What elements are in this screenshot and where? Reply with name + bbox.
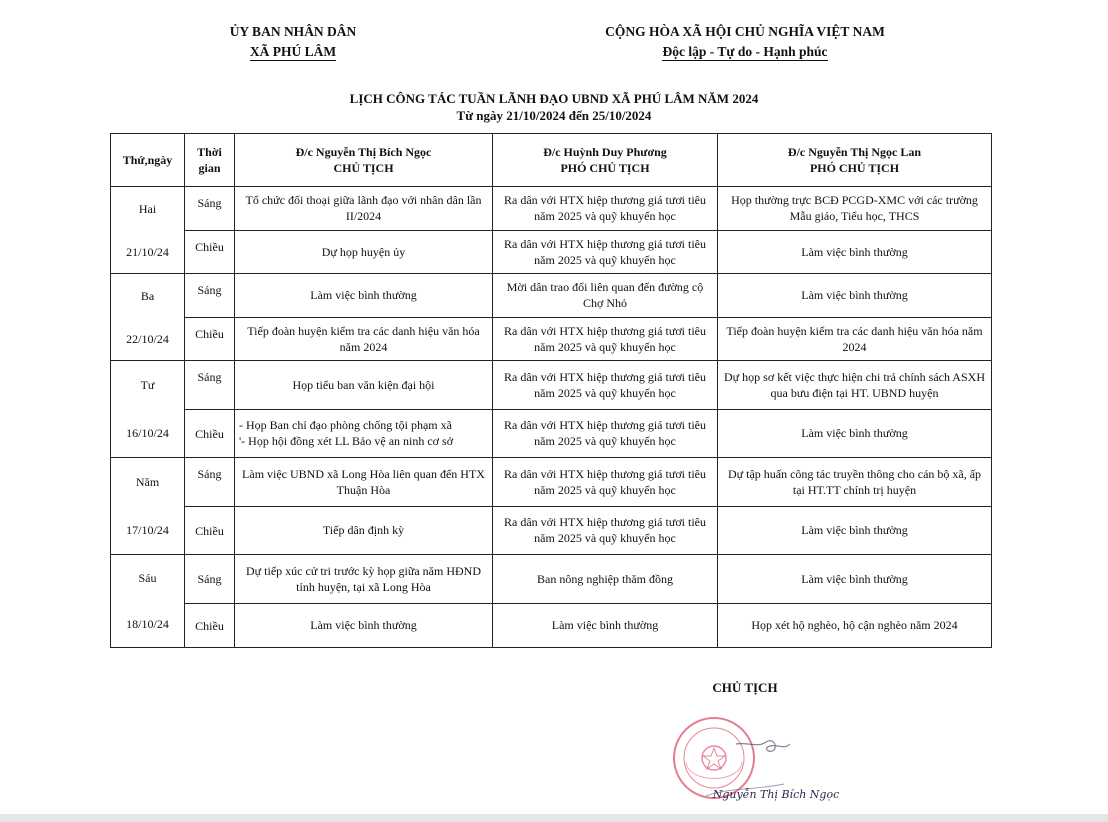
task-cell: Làm việc bình thường [718, 555, 992, 604]
task-cell: Làm việc bình thường [718, 230, 992, 274]
table-row [111, 187, 992, 231]
title-sub: Từ ngày 21/10/2024 đến 25/10/2024 [456, 108, 652, 123]
authority-line2: XÃ PHÚ LÂM [249, 44, 337, 59]
task-cell: Ra dân với HTX hiệp thương giá tươi tiêu năm 2025 và quỹ khuyến học [493, 230, 718, 274]
day-cell: Tư 16/10/24 [111, 361, 185, 458]
task-cell: Họp xét hộ nghèo, hộ cận nghèo năm 2024 [718, 603, 992, 647]
task-cell: Dự họp huyện ủy [235, 230, 493, 274]
header-col2: Đ/c Huỳnh Duy Phương PHÓ CHỦ TỊCH [493, 134, 718, 187]
task-cell: Ban nông nghiệp thăm đồng [493, 555, 718, 604]
country-name: CỘNG HÒA XÃ HỘI CHỦ NGHĨA VIỆT NAM [605, 24, 885, 39]
session-cell: Chiều [185, 409, 235, 458]
day-cell: Ba 22/10/24 [111, 274, 185, 361]
task-cell: Tổ chức đối thoại giữa lãnh đạo với nhân dân lần II/2024 [235, 187, 493, 231]
session-cell: Sáng [185, 187, 235, 231]
header-col3: Đ/c Nguyễn Thị Ngọc Lan PHÓ CHỦ TỊCH [718, 134, 992, 187]
header-day: Thứ,ngày [111, 134, 185, 187]
task-cell: Ra dân với HTX hiệp thương giá tươi tiêu năm 2025 và quỹ khuyến học [493, 187, 718, 231]
task-cell: Dự tiếp xúc cử tri trước kỳ họp giữa năm HĐND tỉnh huyện, tại xã Long Hòa [235, 555, 493, 604]
task-cell: Làm việc bình thường [718, 274, 992, 318]
session-cell: Chiều [185, 603, 235, 647]
issuing-authority [218, 22, 368, 62]
session-cell: Sáng [185, 361, 235, 410]
table-row [111, 230, 992, 274]
header-col1: Đ/c Nguyễn Thị Bích Ngọc CHỦ TỊCH [235, 134, 493, 187]
task-cell: Làm việc bình thường [718, 409, 992, 458]
table-row [111, 506, 992, 555]
task-cell: Dự họp sơ kết việc thực hiện chi trả chính sách ASXH qua bưu điện tại HT. UBND huyện [718, 361, 992, 410]
task-cell: Họp thường trực BCĐ PCGD-XMC với các trường Mẫu giáo, Tiểu học, THCS [718, 187, 992, 231]
task-cell: Làm việc UBND xã Long Hòa liên quan đến HTX Thuận Hòa [235, 458, 493, 507]
signature-block [640, 680, 850, 696]
table-row [111, 317, 992, 361]
task-cell: Làm việc bình thường [718, 506, 992, 555]
session-cell: Sáng [185, 555, 235, 604]
task-cell: Ra dân với HTX hiệp thương giá tươi tiêu năm 2025 và quỹ khuyến học [493, 458, 718, 507]
table-row [111, 274, 992, 318]
task-cell: - Họp Ban chỉ đạo phòng chống tội phạm xã '- Họp hội đồng xét LL Bảo vệ an ninh cơ sở [235, 409, 493, 458]
table-row [111, 361, 992, 410]
session-cell: Sáng [185, 458, 235, 507]
national-motto [575, 22, 915, 62]
table-row [111, 555, 992, 604]
task-cell: Tiếp đoàn huyện kiểm tra các danh hiệu văn hóa năm 2024 [718, 317, 992, 361]
task-cell: Họp tiểu ban văn kiện đại hội [235, 361, 493, 410]
task-cell: Dự tập huấn công tác truyền thông cho cán bộ xã, ấp tại HT.TT chính trị huyện [718, 458, 992, 507]
schedule-table [110, 133, 992, 648]
session-cell: Chiều [185, 317, 235, 361]
task-cell: Tiếp đoàn huyện kiểm tra các danh hiệu văn hóa năm 2024 [235, 317, 493, 361]
session-cell: Chiều [185, 230, 235, 274]
task-cell: Làm việc bình thường [235, 274, 493, 318]
table-row [111, 458, 992, 507]
task-cell: Ra dân với HTX hiệp thương giá tươi tiêu năm 2025 và quỹ khuyến học [493, 317, 718, 361]
task-cell: Ra dân với HTX hiệp thương giá tươi tiêu năm 2025 và quỹ khuyến học [493, 506, 718, 555]
authority-line1: ỦY BAN NHÂN DÂN [229, 24, 357, 39]
signer-name: Nguyễn Thị Bích Ngọc [712, 788, 840, 801]
task-cell: Ra dân với HTX hiệp thương giá tươi tiêu năm 2025 và quỹ khuyến học [493, 361, 718, 410]
task-cell: Ra dân với HTX hiệp thương giá tươi tiêu năm 2025 và quỹ khuyến học [493, 409, 718, 458]
table-row [111, 409, 992, 458]
session-cell: Chiều [185, 506, 235, 555]
table-row [111, 603, 992, 647]
day-cell: Sáu 18/10/24 [111, 555, 185, 648]
day-cell: Năm 17/10/24 [111, 458, 185, 555]
document-title [0, 90, 1108, 124]
task-cell: Làm việc bình thường [235, 603, 493, 647]
signer-title: CHỦ TỊCH [712, 680, 778, 695]
title-main: LỊCH CÔNG TÁC TUẦN LÃNH ĐẠO UBND XÃ PHÚ LÂM NĂM 2024 [349, 91, 759, 106]
day-cell: Hai 21/10/24 [111, 187, 185, 274]
task-cell: Tiếp dân định kỳ [235, 506, 493, 555]
table-header-row [111, 134, 992, 187]
motto: Độc lập - Tự do - Hạnh phúc [662, 44, 828, 59]
session-cell: Sáng [185, 274, 235, 318]
bottom-edge [0, 814, 1108, 822]
header-time: Thời gian [185, 134, 235, 187]
task-cell: Mời dân trao đổi liên quan đến đường cộ Chợ Nhỏ [493, 274, 718, 318]
task-cell: Làm việc bình thường [493, 603, 718, 647]
